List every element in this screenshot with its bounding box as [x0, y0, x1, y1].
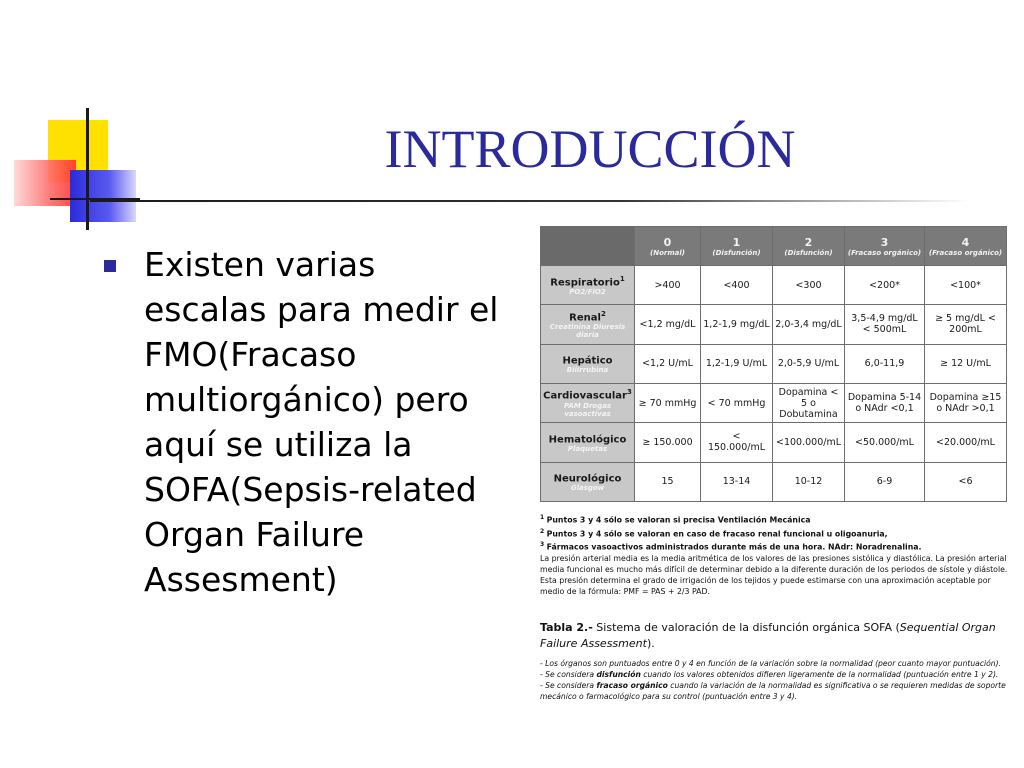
table-cell: <200*	[845, 266, 925, 305]
row-header-cell: Neurológico Glasgow	[541, 462, 635, 501]
slide-title: INTRODUCCIÓN	[384, 119, 796, 179]
note-item: - Se considera disfunción cuando los valores obtenidos difieren ligeramente de la normalidad (puntuación entre 1 y 2).	[540, 670, 999, 679]
table-row-hematologico	[541, 423, 1007, 462]
table-cell: <100.000/mL	[773, 423, 845, 462]
table-footnotes	[540, 512, 1010, 597]
table-cell: <400	[701, 266, 773, 305]
table-cell: <20.000/mL	[925, 423, 1007, 462]
header-score-4: 4 (Fracaso orgánico)	[925, 227, 1007, 266]
bullet-item	[104, 242, 504, 602]
table-row-renal	[541, 305, 1007, 344]
bullet-square-icon	[104, 260, 116, 272]
footnote-3: $^3$ Fármacos vasoactivos administrados durante más de una hora. NAdr: Noradrenalina.	[540, 541, 922, 552]
table-cell: 2,0-5,9 U/mL	[773, 344, 845, 383]
table-cell: ≥ 70 mmHg	[635, 383, 701, 422]
bullet-text: Existen varias escalas para medir el FMO(Fracaso multiorgánico) pero aquí se utiliza la SOFA(Sepsis-related Organ Failure Assesment)	[144, 245, 499, 599]
logo-vertical-line	[86, 108, 89, 230]
note-item: - Los órganos son puntuados entre 0 y 4 en función de la variación sobre la normalidad (peor cuanto mayor puntuación).	[540, 659, 1001, 668]
footnote-1: $^1$ Puntos 3 y 4 sólo se valoran si precisa Ventilación Mecánica	[540, 514, 811, 525]
table-cell: <1,2 U/mL	[635, 344, 701, 383]
table-notes	[540, 658, 1010, 702]
table-caption: Tabla 2.- Sistema de valoración de la disfunción orgánica SOFA (Sequential Organ Failure Assessment).	[540, 621, 996, 650]
table-cell: 6,0-11,9	[845, 344, 925, 383]
bullet-list	[104, 242, 504, 602]
footnote-2: $^2$ Puntos 3 y 4 sólo se valoran en caso de fracaso renal funcional u oligoanuria,	[540, 527, 888, 539]
table-cell: Dopamina 5-14 o NAdr <0,1	[845, 383, 925, 422]
table-cell: 2,0-3,4 mg/dL	[773, 305, 845, 344]
table-cell: <1,2 mg/dL	[635, 305, 701, 344]
table-cell: >400	[635, 266, 701, 305]
table-corner-cell	[541, 227, 635, 266]
table-cell: <100*	[925, 266, 1007, 305]
header-score-2: 2 (Disfunción)	[773, 227, 845, 266]
table-cell: 3,5-4,9 mg/dL < 500mL	[845, 305, 925, 344]
row-header-cell: Respiratorio$^1$ PO2/FiO2	[541, 266, 635, 305]
row-header-cell: Hematológico Plaquetas	[541, 423, 635, 462]
table-cell: Dopamina ≥15 o NAdr >0,1	[925, 383, 1007, 422]
sofa-table-image	[540, 226, 1006, 504]
header-score-1: 1 (Disfunción)	[701, 227, 773, 266]
table-row-respiratorio	[541, 266, 1007, 305]
table-cell: 1,2-1,9 U/mL	[701, 344, 773, 383]
row-header-cell: Hepático Bilirrubina	[541, 344, 635, 383]
table-cell: < 70 mmHg	[701, 383, 773, 422]
table-cell: < 150.000/mL	[701, 423, 773, 462]
logo-blue-square	[70, 170, 136, 222]
table-cell: 1,2-1,9 mg/dL	[701, 305, 773, 344]
note-item: - Se considera fracaso orgánico cuando la variación de la normalidad es significativa o se requieren medidas de soporte mecánico o farmacológico para su control (puntuación entre 3 y 4).	[540, 681, 1006, 701]
table-cell: ≥ 12 U/mL	[925, 344, 1007, 383]
table-row-cardiovascular	[541, 383, 1007, 422]
header-score-0: 0 (Normal)	[635, 227, 701, 266]
table-cell: 15	[635, 462, 701, 501]
footnote-paragraph: La presión arterial media es la media aritmética de los valores de las presiones sistólica y diastólica. La presión arterial media funcional es mucho más difícil de determinar debido a la diferente duración de los periodos de sístole y diástole. Esta presión determina el grado de irrigación de los tejidos y puede estimarse con una aproximación aceptable por medio de la fórmula: PMF = PAS + 2/3 PAD.	[540, 553, 1008, 596]
sofa-table	[540, 226, 1007, 502]
table-row-neurologico	[541, 462, 1007, 501]
table-cell: <50.000/mL	[845, 423, 925, 462]
row-header-cell: Cardiovascular$^3$ PAM Drogas vasoactivas	[541, 383, 635, 422]
table-cell: 10-12	[773, 462, 845, 501]
table-cell: 13-14	[701, 462, 773, 501]
table-cell: ≥ 150.000	[635, 423, 701, 462]
title-divider	[90, 200, 970, 202]
table-cell: Dopamina < 5 o Dobutamina	[773, 383, 845, 422]
slide-logo	[0, 0, 150, 240]
table-row-hepatico	[541, 344, 1007, 383]
table-header-row	[541, 227, 1007, 266]
table-cell: <300	[773, 266, 845, 305]
header-score-3: 3 (Fracaso orgánico)	[845, 227, 925, 266]
table-cell: ≥ 5 mg/dL < 200mL	[925, 305, 1007, 344]
row-header-cell: Renal$^2$ Creatinina Diuresis diaria	[541, 305, 635, 344]
table-cell: <6	[925, 462, 1007, 501]
table-cell: 6-9	[845, 462, 925, 501]
